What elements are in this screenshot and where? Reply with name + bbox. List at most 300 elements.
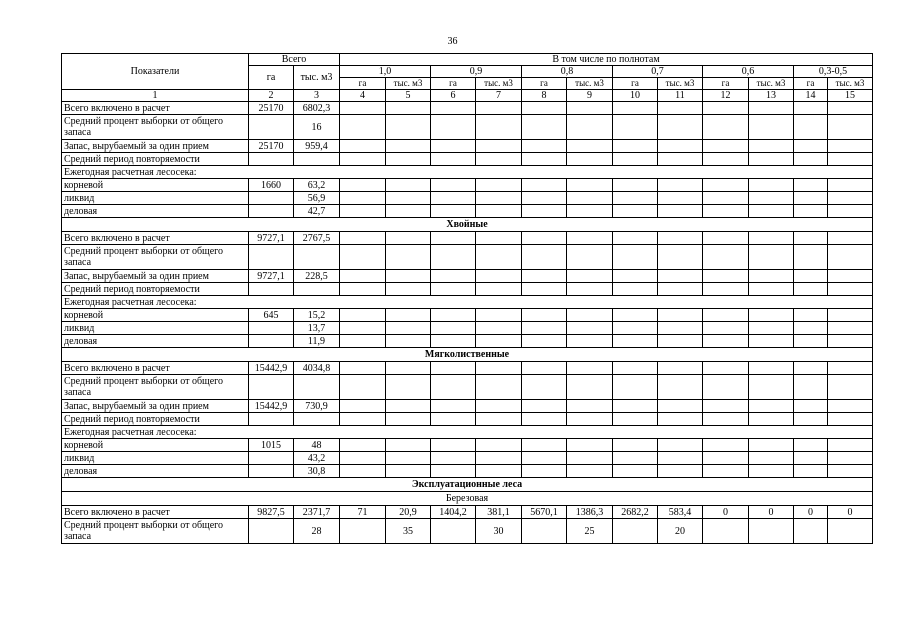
table-row [62, 322, 873, 335]
empty-cell [476, 232, 522, 245]
col-number: 3 [294, 90, 340, 102]
table-row [62, 506, 873, 519]
empty-cell [431, 413, 476, 426]
cell: 56,9 [294, 192, 340, 205]
empty-cell [476, 153, 522, 166]
empty-cell [658, 245, 703, 270]
cell: 9827,5 [249, 506, 294, 519]
empty-cell [340, 192, 386, 205]
cell: 2682,2 [613, 506, 658, 519]
empty-cell [658, 102, 703, 115]
cell [431, 519, 476, 544]
empty-cell [522, 322, 567, 335]
empty-cell [613, 322, 658, 335]
empty-cell [522, 335, 567, 348]
empty-cell [567, 439, 613, 452]
empty-cell [386, 283, 431, 296]
empty-cell [613, 179, 658, 192]
row-label: Ежегодная расчетная лесосека: [62, 166, 873, 179]
cell: 13,7 [294, 322, 340, 335]
empty-cell [567, 465, 613, 478]
empty-cell [522, 375, 567, 400]
empty-cell [431, 270, 476, 283]
empty-cell [658, 465, 703, 478]
col-number: 7 [476, 90, 522, 102]
empty-cell [340, 140, 386, 153]
row-label: Средний период повторяемости [62, 153, 249, 166]
col-number: 14 [794, 90, 828, 102]
empty-cell [658, 283, 703, 296]
empty-cell [703, 245, 749, 270]
cell: 11,9 [294, 335, 340, 348]
row-label: корневой [62, 179, 249, 192]
empty-cell [749, 115, 794, 140]
empty-cell [249, 283, 294, 296]
empty-cell [703, 115, 749, 140]
empty-cell [749, 232, 794, 245]
cell [249, 335, 294, 348]
empty-cell [613, 309, 658, 322]
empty-cell [567, 335, 613, 348]
empty-cell [340, 439, 386, 452]
cell: 0 [828, 506, 873, 519]
cell: 9727,1 [249, 270, 294, 283]
empty-cell [567, 245, 613, 270]
col-number: 12 [703, 90, 749, 102]
empty-cell [613, 140, 658, 153]
header-unit-volume: тыс. м3 [749, 78, 794, 90]
cell [249, 322, 294, 335]
section-row [62, 218, 873, 232]
row-label: корневой [62, 309, 249, 322]
cell: 25170 [249, 102, 294, 115]
row-label: Всего включено в расчет [62, 362, 249, 375]
header-total: Всего [249, 54, 340, 66]
empty-cell [431, 205, 476, 218]
empty-cell [340, 283, 386, 296]
empty-cell [386, 102, 431, 115]
empty-cell [613, 335, 658, 348]
empty-cell [476, 115, 522, 140]
empty-cell [567, 375, 613, 400]
col-number: 9 [567, 90, 613, 102]
empty-cell [658, 270, 703, 283]
empty-cell [749, 179, 794, 192]
empty-cell [386, 205, 431, 218]
empty-cell [749, 439, 794, 452]
empty-cell [749, 400, 794, 413]
header-by-density: В том числе по полнотам [340, 54, 873, 66]
cell: 1660 [249, 179, 294, 192]
cell [794, 519, 828, 544]
cell: 20 [658, 519, 703, 544]
header-density: 0,7 [613, 66, 703, 78]
empty-cell [294, 283, 340, 296]
empty-cell [294, 413, 340, 426]
empty-cell [431, 153, 476, 166]
empty-cell [476, 192, 522, 205]
empty-cell [386, 232, 431, 245]
empty-cell [340, 245, 386, 270]
empty-cell [828, 400, 873, 413]
cell: 381,1 [476, 506, 522, 519]
section-title-exploitation: Эксплуатационные леса [62, 478, 873, 492]
empty-cell [431, 375, 476, 400]
empty-cell [658, 153, 703, 166]
empty-cell [613, 205, 658, 218]
empty-cell [386, 413, 431, 426]
subsection-title-birch: Березовая [62, 492, 873, 506]
empty-cell [658, 335, 703, 348]
empty-cell [613, 192, 658, 205]
empty-cell [567, 192, 613, 205]
empty-cell [522, 465, 567, 478]
empty-cell [794, 245, 828, 270]
cell: 15,2 [294, 309, 340, 322]
empty-cell [749, 283, 794, 296]
empty-cell [794, 153, 828, 166]
empty-cell [828, 102, 873, 115]
empty-cell [794, 452, 828, 465]
empty-cell [386, 322, 431, 335]
header-unit-ha: га [431, 78, 476, 90]
empty-cell [658, 192, 703, 205]
empty-cell [340, 270, 386, 283]
cell: 15442,9 [249, 362, 294, 375]
cell: 0 [703, 506, 749, 519]
empty-cell [749, 153, 794, 166]
table-row [62, 426, 873, 439]
empty-cell [249, 245, 294, 270]
cell: 35 [386, 519, 431, 544]
empty-cell [703, 465, 749, 478]
empty-cell [613, 452, 658, 465]
empty-cell [476, 465, 522, 478]
empty-cell [386, 335, 431, 348]
empty-cell [703, 179, 749, 192]
header-unit-volume: тыс. м3 [828, 78, 873, 90]
empty-cell [431, 192, 476, 205]
section-title-softwood: Мягколиственные [62, 348, 873, 362]
row-label: Всего включено в расчет [62, 232, 249, 245]
empty-cell [249, 375, 294, 400]
empty-cell [828, 192, 873, 205]
header-density: 1,0 [340, 66, 431, 78]
table-row [62, 153, 873, 166]
empty-cell [386, 270, 431, 283]
empty-cell [794, 335, 828, 348]
table-row [62, 179, 873, 192]
empty-cell [431, 140, 476, 153]
empty-cell [340, 452, 386, 465]
empty-cell [567, 413, 613, 426]
empty-cell [340, 322, 386, 335]
table-row [62, 362, 873, 375]
empty-cell [386, 140, 431, 153]
empty-cell [567, 232, 613, 245]
empty-cell [476, 309, 522, 322]
empty-cell [794, 309, 828, 322]
empty-cell [567, 283, 613, 296]
empty-cell [658, 205, 703, 218]
empty-cell [386, 465, 431, 478]
cell [249, 452, 294, 465]
cell: 43,2 [294, 452, 340, 465]
table-row [62, 115, 873, 140]
empty-cell [613, 400, 658, 413]
empty-cell [613, 465, 658, 478]
harvest-table [61, 53, 873, 544]
empty-cell [294, 245, 340, 270]
empty-cell [431, 322, 476, 335]
table-row [62, 166, 873, 179]
empty-cell [828, 465, 873, 478]
empty-cell [522, 309, 567, 322]
cell: 1386,3 [567, 506, 613, 519]
header-unit-ha: га [703, 78, 749, 90]
cell: 25 [567, 519, 613, 544]
empty-cell [749, 465, 794, 478]
cell: 16 [294, 115, 340, 140]
cell: 1015 [249, 439, 294, 452]
empty-cell [340, 400, 386, 413]
table-row [62, 375, 873, 400]
empty-cell [476, 413, 522, 426]
empty-cell [613, 439, 658, 452]
col-number: 5 [386, 90, 431, 102]
empty-cell [476, 102, 522, 115]
empty-cell [794, 205, 828, 218]
row-label: Средний процент выборки от общего запаса [62, 115, 249, 140]
empty-cell [613, 245, 658, 270]
empty-cell [703, 362, 749, 375]
empty-cell [567, 452, 613, 465]
empty-cell [613, 232, 658, 245]
empty-cell [522, 270, 567, 283]
empty-cell [340, 232, 386, 245]
empty-cell [567, 179, 613, 192]
empty-cell [658, 309, 703, 322]
empty-cell [567, 400, 613, 413]
empty-cell [703, 413, 749, 426]
row-label: деловая [62, 465, 249, 478]
cell: 2767,5 [294, 232, 340, 245]
cell [522, 519, 567, 544]
cell: 28 [294, 519, 340, 544]
row-label: Средний процент выборки от общего запаса [62, 375, 249, 400]
empty-cell [703, 439, 749, 452]
empty-cell [828, 375, 873, 400]
cell: 228,5 [294, 270, 340, 283]
empty-cell [386, 439, 431, 452]
column-numbers-row [62, 90, 873, 102]
cell: 0 [794, 506, 828, 519]
table-row [62, 452, 873, 465]
empty-cell [828, 245, 873, 270]
empty-cell [658, 362, 703, 375]
col-number: 15 [828, 90, 873, 102]
empty-cell [828, 309, 873, 322]
empty-cell [613, 115, 658, 140]
empty-cell [340, 465, 386, 478]
empty-cell [340, 115, 386, 140]
header-density: 0,8 [522, 66, 613, 78]
empty-cell [431, 309, 476, 322]
section-row [62, 478, 873, 492]
empty-cell [340, 309, 386, 322]
empty-cell [828, 413, 873, 426]
empty-cell [476, 452, 522, 465]
header-density: 0,3-0,5 [794, 66, 873, 78]
empty-cell [386, 192, 431, 205]
empty-cell [613, 362, 658, 375]
empty-cell [613, 413, 658, 426]
empty-cell [476, 362, 522, 375]
empty-cell [749, 362, 794, 375]
empty-cell [386, 400, 431, 413]
empty-cell [703, 335, 749, 348]
table-row [62, 400, 873, 413]
empty-cell [828, 362, 873, 375]
empty-cell [749, 102, 794, 115]
cell: 645 [249, 309, 294, 322]
empty-cell [794, 232, 828, 245]
header-unit-volume: тыс. м3 [386, 78, 431, 90]
empty-cell [476, 179, 522, 192]
row-label: Средний период повторяемости [62, 283, 249, 296]
empty-cell [749, 375, 794, 400]
empty-cell [828, 205, 873, 218]
header-total-volume: тыс. м3 [294, 66, 340, 90]
empty-cell [703, 400, 749, 413]
cell [828, 519, 873, 544]
header-unit-volume: тыс. м3 [567, 78, 613, 90]
empty-cell [703, 205, 749, 218]
row-label: деловая [62, 335, 249, 348]
header-unit-ha: га [794, 78, 828, 90]
row-label: деловая [62, 205, 249, 218]
table-row [62, 309, 873, 322]
empty-cell [522, 140, 567, 153]
cell [249, 465, 294, 478]
empty-cell [522, 283, 567, 296]
empty-cell [794, 192, 828, 205]
empty-cell [703, 375, 749, 400]
empty-cell [476, 205, 522, 218]
header-total-ha: га [249, 66, 294, 90]
table-row [62, 413, 873, 426]
empty-cell [794, 102, 828, 115]
table-row [62, 439, 873, 452]
empty-cell [828, 335, 873, 348]
empty-cell [703, 270, 749, 283]
cell [613, 519, 658, 544]
cell [703, 519, 749, 544]
empty-cell [431, 439, 476, 452]
empty-cell [340, 413, 386, 426]
empty-cell [703, 232, 749, 245]
empty-cell [703, 309, 749, 322]
empty-cell [522, 400, 567, 413]
empty-cell [794, 179, 828, 192]
header-unit-volume: тыс. м3 [476, 78, 522, 90]
empty-cell [431, 362, 476, 375]
cell: 42,7 [294, 205, 340, 218]
empty-cell [749, 413, 794, 426]
empty-cell [386, 375, 431, 400]
cell [249, 192, 294, 205]
cell: 71 [340, 506, 386, 519]
empty-cell [386, 153, 431, 166]
col-number: 6 [431, 90, 476, 102]
empty-cell [703, 153, 749, 166]
empty-cell [613, 102, 658, 115]
cell: 30 [476, 519, 522, 544]
empty-cell [828, 452, 873, 465]
empty-cell [828, 140, 873, 153]
cell: 1404,2 [431, 506, 476, 519]
empty-cell [476, 140, 522, 153]
empty-cell [476, 375, 522, 400]
empty-cell [340, 205, 386, 218]
empty-cell [386, 115, 431, 140]
empty-cell [749, 140, 794, 153]
empty-cell [658, 322, 703, 335]
empty-cell [749, 205, 794, 218]
empty-cell [703, 102, 749, 115]
empty-cell [522, 153, 567, 166]
empty-cell [567, 140, 613, 153]
empty-cell [613, 375, 658, 400]
empty-cell [476, 245, 522, 270]
empty-cell [386, 309, 431, 322]
empty-cell [386, 179, 431, 192]
cell [249, 115, 294, 140]
row-label: Ежегодная расчетная лесосека: [62, 426, 873, 439]
empty-cell [522, 413, 567, 426]
table-row [62, 140, 873, 153]
empty-cell [476, 439, 522, 452]
empty-cell [749, 245, 794, 270]
cell: 730,9 [294, 400, 340, 413]
empty-cell [703, 322, 749, 335]
cell: 0 [749, 506, 794, 519]
empty-cell [703, 140, 749, 153]
table-row [62, 283, 873, 296]
section-title-conifers: Хвойные [62, 218, 873, 232]
empty-cell [522, 205, 567, 218]
empty-cell [794, 283, 828, 296]
empty-cell [794, 400, 828, 413]
empty-cell [476, 283, 522, 296]
empty-cell [794, 362, 828, 375]
col-number: 10 [613, 90, 658, 102]
empty-cell [658, 232, 703, 245]
empty-cell [828, 179, 873, 192]
row-label: Ежегодная расчетная лесосека: [62, 296, 873, 309]
empty-cell [828, 115, 873, 140]
col-number: 2 [249, 90, 294, 102]
empty-cell [794, 413, 828, 426]
cell: 6802,3 [294, 102, 340, 115]
empty-cell [294, 153, 340, 166]
cell: 63,2 [294, 179, 340, 192]
empty-cell [567, 102, 613, 115]
row-label: корневой [62, 439, 249, 452]
header-indicators: Показатели [62, 54, 249, 90]
empty-cell [386, 452, 431, 465]
empty-cell [794, 115, 828, 140]
